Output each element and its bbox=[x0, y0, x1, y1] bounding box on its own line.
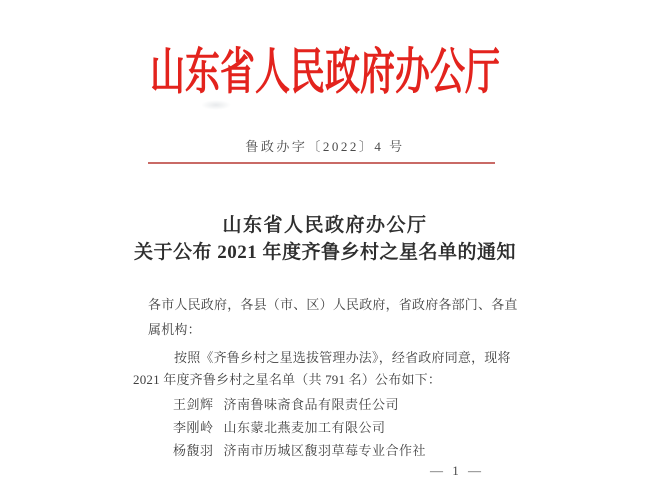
awardee-organization: 济南市历城区馥羽草莓专业合作社 bbox=[223, 443, 427, 458]
awardee-name: 杨馥羽 bbox=[173, 443, 214, 458]
awardee-organization: 山东蒙北燕麦加工有限公司 bbox=[223, 420, 386, 435]
page-number: — 1 — bbox=[430, 463, 484, 478]
agency-masthead: 山东省人民政府办公厅 bbox=[149, 44, 500, 100]
awardee-name: 王剑辉 bbox=[173, 397, 214, 412]
document-reference-number: 鲁政办字〔2022〕4 号 bbox=[245, 139, 405, 154]
awardee-name: 李刚岭 bbox=[173, 420, 214, 435]
awardee-organization: 济南鲁味斋食品有限责任公司 bbox=[223, 397, 400, 412]
notice-title-line-2: 关于公布 2021 年度齐鲁乡村之星名单的通知 bbox=[133, 242, 516, 263]
salutation-line-1: 各市人民政府，各县（市、区）人民政府，省政府各部门、各直 bbox=[148, 297, 518, 312]
paragraph-line-2: 2021 年度齐鲁乡村之星名单（共 791 名）公布如下： bbox=[133, 372, 442, 387]
salutation-line-2: 属机构： bbox=[148, 322, 201, 337]
awardee-row bbox=[173, 394, 399, 413]
notice-title-line-1: 山东省人民政府办公厅 bbox=[222, 215, 428, 236]
paragraph-line-1: 按照《齐鲁乡村之星选拔管理办法》，经省政府同意，现将 bbox=[174, 350, 511, 365]
red-separator-rule bbox=[148, 162, 495, 164]
awardee-row bbox=[173, 440, 426, 459]
awardee-row bbox=[173, 417, 386, 436]
